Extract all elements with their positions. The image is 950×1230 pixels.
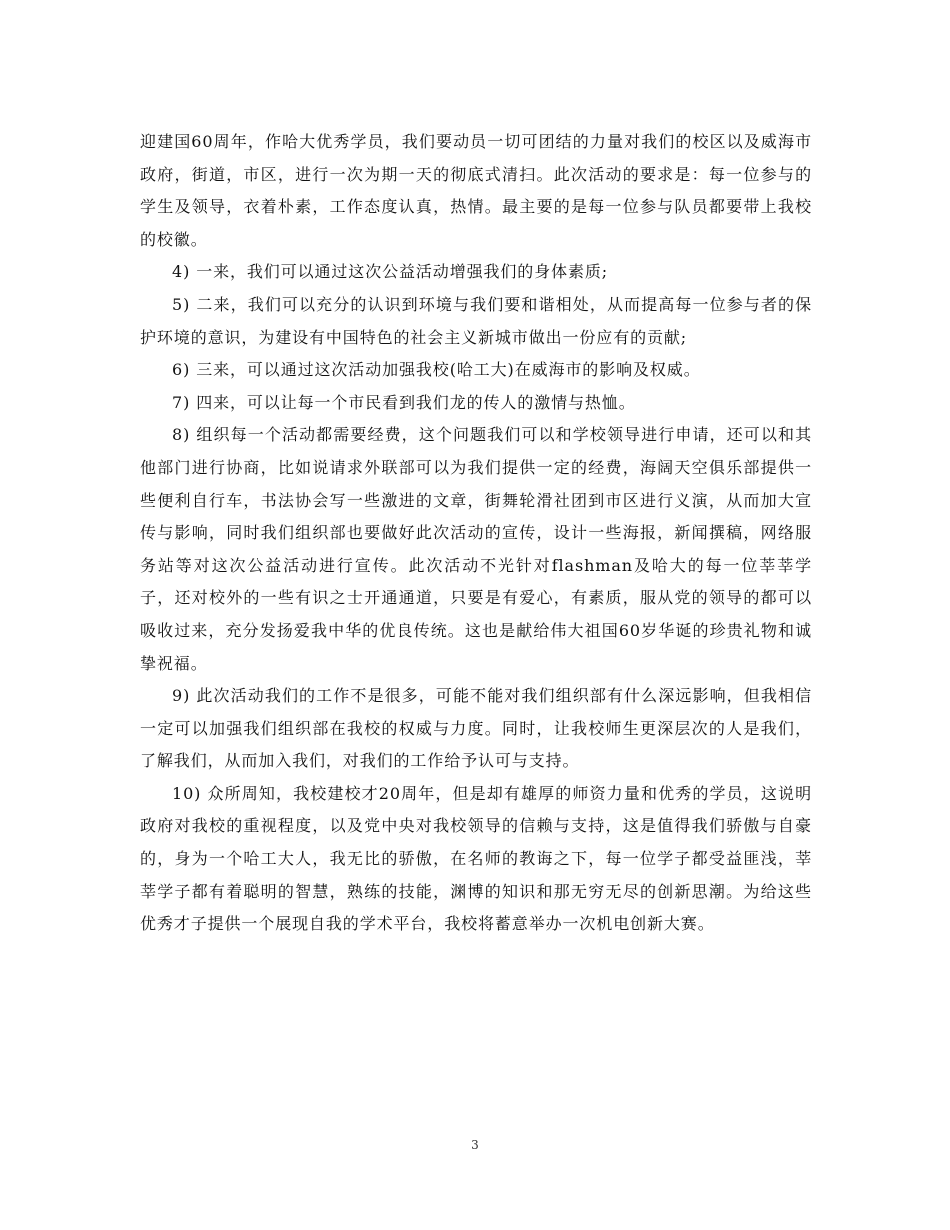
paragraph-item-5: 5) 二来，我们可以充分的认识到环境与我们要和谐相处，从而提高每一位参与者的保护环境的意识，为建设有中国特色的社会主义新城市做出一份应有的贡献; [140, 294, 812, 347]
paragraph-continuation: 迎建国60周年，作哈大优秀学员，我们要动员一切可团结的力量对我们的校区以及威海市政府，街道，市区，进行一次为期一天的彻底式清扫。此次活动的要求是：每一位参与的学生及领导，衣着朴素，工作态度认真，热情。最主要的是每一位参与队员都要带上我校的校徽。 [140, 132, 812, 249]
paragraph-item-9: 9) 此次活动我们的工作不是很多，可能不能对我们组织部有什么深远影响，但我相信一定可以加强我们组织部在我校的权威与力度。同时，让我校师生更深层次的人是我们，了解我们，从而加入我们，对我们的工作给予认可与支持。 [140, 686, 812, 771]
paragraph-item-4: 4) 一来，我们可以通过这次公益活动增强我们的身体素质; [172, 262, 609, 282]
document-body [140, 126, 812, 941]
paragraph-item-6: 6) 三来，可以通过这次活动加强我校(哈工大)在威海市的影响及权威。 [172, 360, 701, 380]
paragraph-item-7: 7) 四来，可以让每一个市民看到我们龙的传人的激情与热恤。 [172, 392, 636, 412]
paragraph-item-8: 8) 组织每一个活动都需要经费，这个问题我们可以和学校领导进行申请，还可以和其他部门进行协商，比如说请求外联部可以为我们提供一定的经费，海阔天空俱乐部提供一些便利自行车，书法协会写一些激进的文章，街舞轮滑社团到市区进行义演，从而加大宣传与影响，同时我们组织部也要做好此次活动的宣传，设计一些海报，新闻撰稿，网络服务站等对这次公益活动进行宣传。此次活动不光针对flashman及哈大的每一位莘莘学子，还对校外的一些有识之士开通通道，只要是有爱心，有素质，服从党的领导的都可以吸收过来，充分发扬爱我中华的优良传统。这也是献给伟大祖国60岁华诞的珍贵礼物和诚挚祝福。 [140, 425, 812, 673]
paragraph-item-10: 10) 众所周知，我校建校才20周年，但是却有雄厚的师资力量和优秀的学员，这说明政府对我校的重视程度，以及党中央对我校领导的信赖与支持，这是值得我们骄傲与自豪的，身为一个哈工大人，我无比的骄傲，在名师的教诲之下，每一位学子都受益匪浅，莘莘学子都有着聪明的智慧，熟练的技能，渊博的知识和那无穷无尽的创新思潮。为给这些优秀才子提供一个展现自我的学术平台，我校将蓄意举办一次机电创新大赛。 [140, 783, 812, 934]
page-number: 3 [471, 1138, 479, 1152]
